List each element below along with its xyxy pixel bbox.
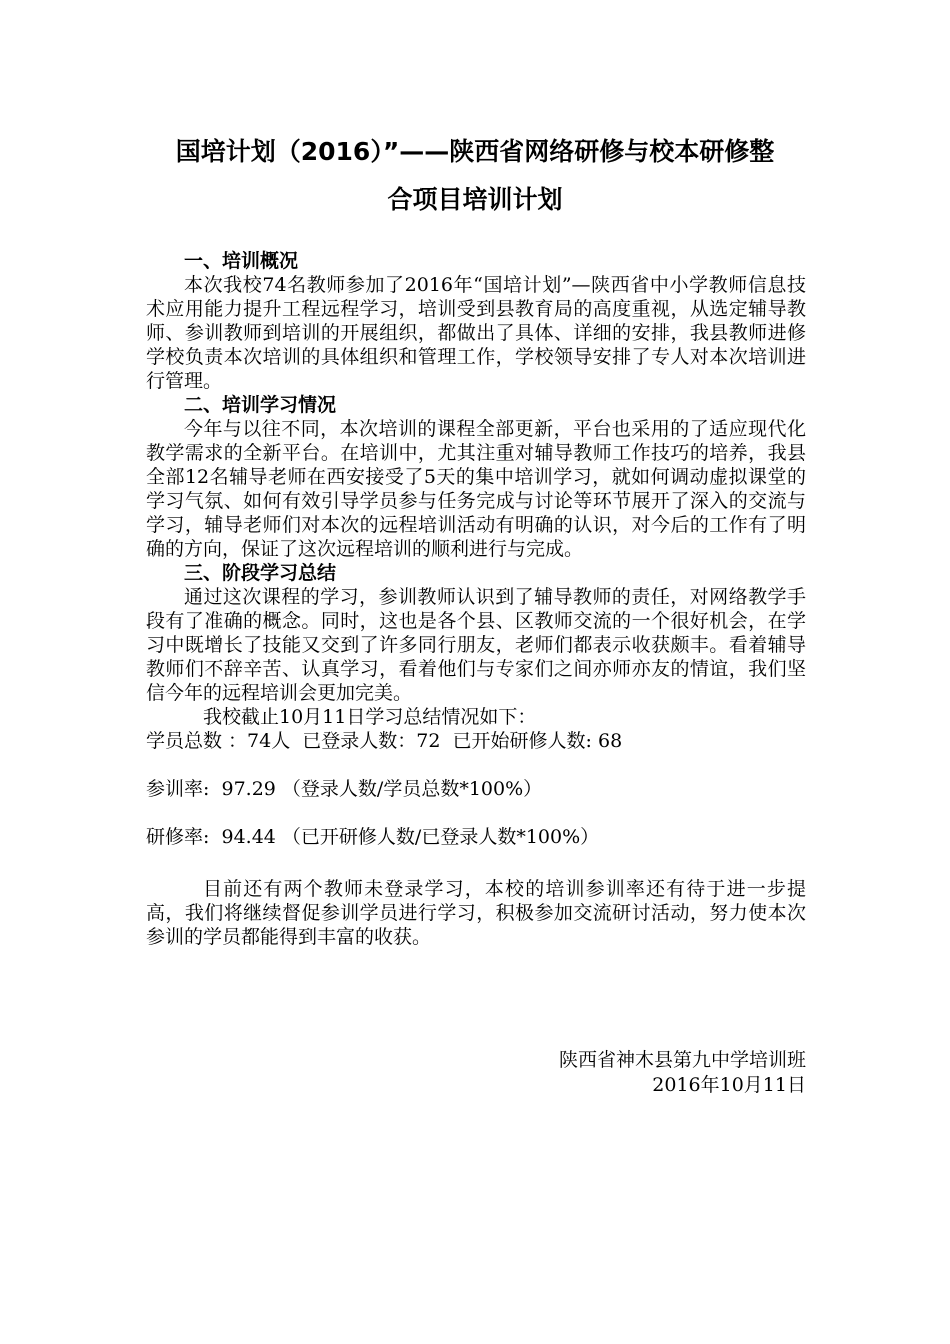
signature-organization: 陕西省神木县第九中学培训班 (558, 1049, 806, 1071)
document-title-line-2: 合项目培训计划 (387, 185, 563, 214)
signature-date: 2016年10月11日 (652, 1074, 806, 1096)
section-text-learning: 今年与以往不同，本次培训的课程全部更新，平台也采用的了适应现代化教学需求的全新平台。在培训中，尤其注重对辅导教师工作技巧的培养，我县全部12名辅导老师在西安接受了5天的集中培训学习，就如何调动虚拟课堂的学习气氛、如何有效引导学员参与任务完成与讨论等环节展开了深入的交流与学习，辅导老师们对本次的远程培训活动有明确的认识，对今后的工作有了明确的方向，保证了这次远程培训的顺利进行与完成。 (146, 418, 806, 560)
section-heading-summary: 三、阶段学习总结 (184, 562, 337, 584)
section-text-overview: 本次我校74名教师参加了2016年“国培计划”—陕西省中小学教师信息技术应用能力提升工程远程学习，培训受到县教育局的高度重视，从选定辅导教师、参训教师到培训的开展组织，都做出了具体、详细的安排，我县教师进修学校负责本次培训的具体组织和管理工作，学校领导安排了专人对本次培训进行管理。 (146, 274, 806, 392)
stats-line-participation-rate: 参训率: 97.29 （登录人数/学员总数*100%） (146, 778, 543, 800)
section-heading-learning: 二、培训学习情况 (184, 394, 337, 416)
document-title-line-1: 国培计划（2016）”——陕西省网络研修与校本研修整 (175, 137, 775, 166)
document-body (146, 249, 806, 949)
stats-line-study-rate: 研修率: 94.44 （已开研修人数/已登录人数*100%） (146, 826, 600, 848)
summary-intro: 我校截止10月11日学习总结情况如下： (203, 706, 537, 728)
section-heading-overview: 一、培训概况 (184, 250, 299, 272)
closing-paragraph: 目前还有两个教师未登录学习，本校的培训参训率还有待于进一步提高，我们将继续督促参训学员进行学习，积极参加交流研讨活动，努力使本次参训的学员都能得到丰富的收获。 (146, 878, 806, 948)
stats-line-enrollment: 学员总数 ：74人 已登录人数：72 已开始研修人数: 68 (146, 730, 623, 752)
section-text-summary: 通过这次课程的学习，参训教师认识到了辅导教师的责任，对网络教学手段有了准确的概念。同时，这也是各个县、区教师交流的一个很好机会，在学习中既增长了技能又交到了许多同行朋友，老师们都表示收获颇丰。看着辅导教师们不辞辛苦、认真学习，看着他们与专家们之间亦师亦友的情谊，我们坚信今年的远程培训会更加完美。 (146, 586, 806, 704)
